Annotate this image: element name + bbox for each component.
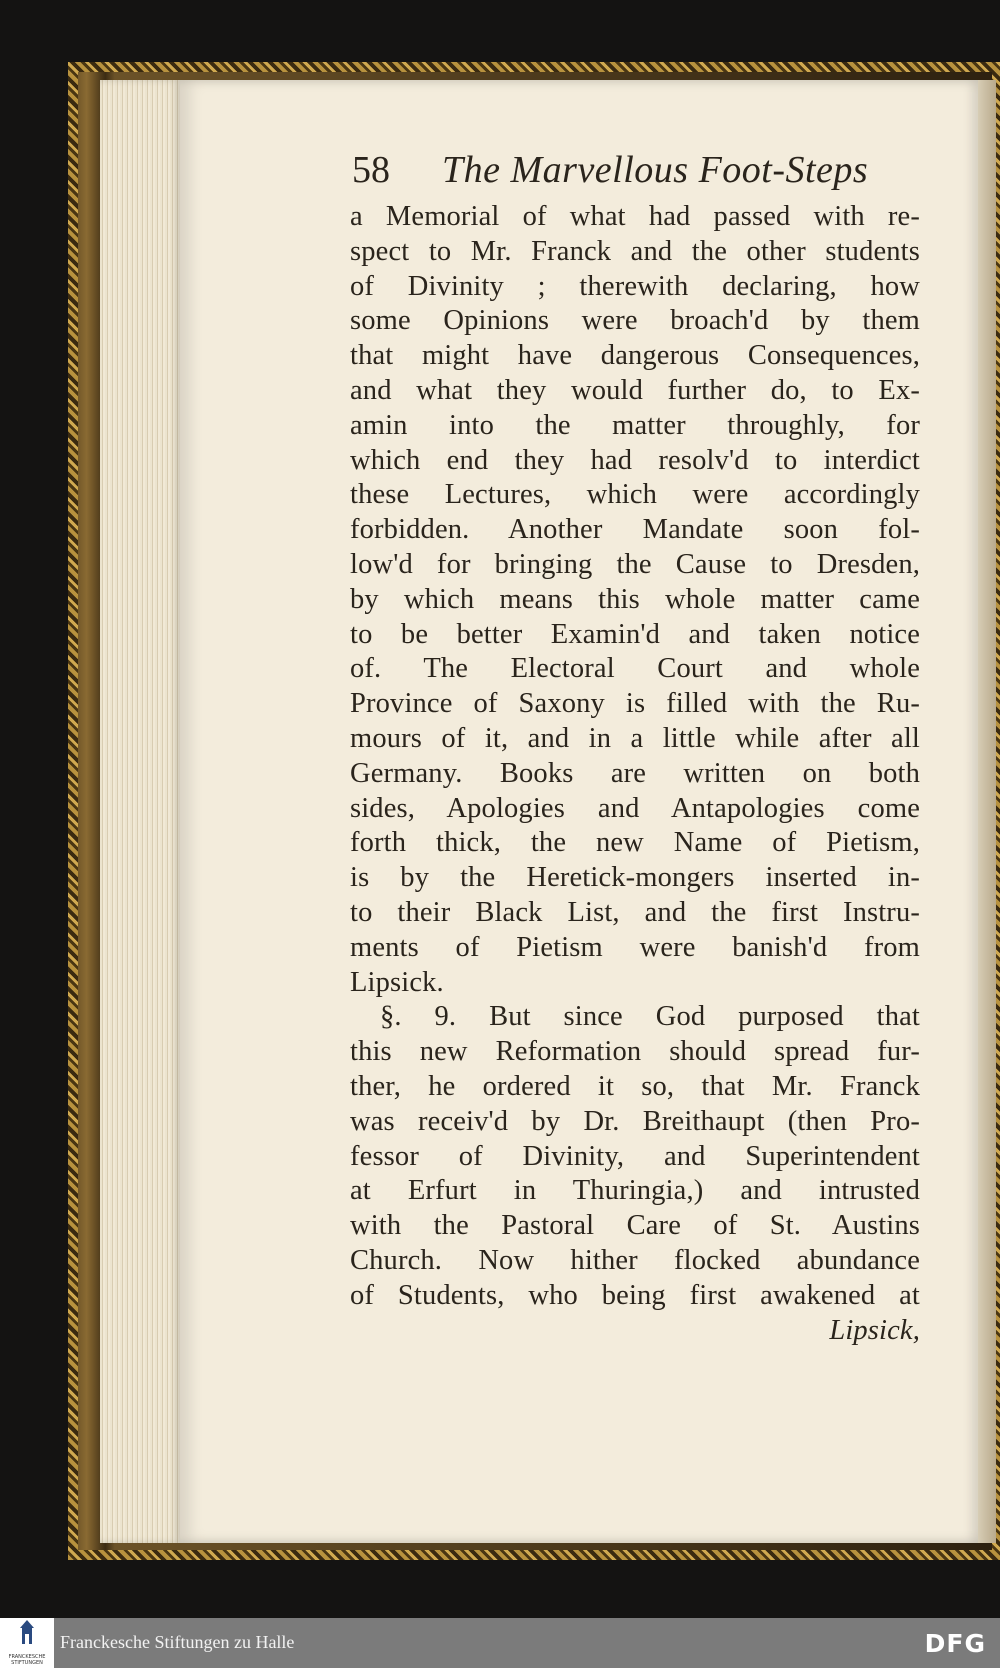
text-line: is by the Heretick-mongers inserted in-: [350, 862, 920, 894]
text-line: forth thick, the new Name of Pietism,: [350, 827, 920, 859]
text-line: to be better Examin'd and taken notice: [350, 618, 920, 650]
text-line: this new Reformation should spread fur-: [350, 1036, 920, 1068]
text-line: ments of Pietism were banish'd from: [350, 931, 920, 963]
running-title: The Marvellous Foot-Steps: [442, 149, 869, 191]
text-line: a Memorial of what had passed with re-: [350, 201, 920, 232]
page-stack: [100, 80, 182, 1543]
text-line: spect to Mr. Franck and the other students: [350, 235, 920, 267]
institution-emblem-icon: [0, 1618, 54, 1654]
text-line: §. 9. But since God purposed that: [380, 1001, 920, 1033]
text-line: these Lectures, which were accordingly: [350, 479, 920, 511]
text-line: that might have dangerous Consequences,: [350, 340, 920, 372]
page-edge-right: [978, 80, 996, 1543]
text-line: at Erfurt in Thuringia,) and intrusted: [350, 1175, 920, 1207]
dfg-logo[interactable]: DFG: [924, 1629, 986, 1658]
running-head: [350, 148, 920, 200]
viewer-footer: [0, 1618, 1000, 1668]
text-line: mours of it, and in a little while after all: [350, 722, 920, 754]
text-line: low'd for bringing the Cause to Dresden,: [350, 548, 920, 580]
text-line: sides, Apologies and Antapologies come: [350, 792, 920, 824]
text-line: some Opinions were broach'd by them: [350, 305, 920, 337]
text-line: forbidden. Another Mandate soon fol-: [350, 514, 920, 546]
page-text: [350, 148, 920, 1348]
text-line: of Divinity ; therewith declaring, how: [350, 270, 920, 302]
page-number: 58: [352, 149, 390, 191]
text-line: fessor of Divinity, and Superintendent: [350, 1140, 920, 1172]
text-line: which end they had resolv'd to interdict: [350, 444, 920, 476]
text-line: with the Pastoral Care of St. Austins: [350, 1210, 920, 1242]
text-lines: [350, 200, 920, 1348]
text-line: ther, he ordered it so, that Mr. Franck: [350, 1070, 920, 1102]
text-line: was receiv'd by Dr. Breithaupt (then Pro-: [350, 1105, 920, 1137]
text-line: Germany. Books are written on both: [350, 757, 920, 789]
catchword: Lipsick,: [829, 1314, 920, 1346]
text-line: of. The Electoral Court and whole: [350, 653, 920, 685]
text-line: amin into the matter throughly, for: [350, 409, 920, 441]
text-line: of Students, who being first awakened at: [350, 1279, 920, 1311]
text-line: by which means this whole matter came: [350, 583, 920, 615]
text-line: Lipsick.: [350, 966, 444, 998]
text-line: Province of Saxony is filled with the Ru-: [350, 688, 920, 720]
institution-name[interactable]: Franckesche Stiftungen zu Halle: [60, 1632, 295, 1652]
text-line: Church. Now hither flocked abundance: [350, 1244, 920, 1276]
text-line: to their Black List, and the first Instru-: [350, 896, 920, 928]
text-line: and what they would further do, to Ex-: [350, 374, 920, 406]
institution-logo[interactable]: [0, 1618, 54, 1668]
logo-caption: FRANCKESCHE STIFTUNGEN: [8, 1654, 46, 1666]
